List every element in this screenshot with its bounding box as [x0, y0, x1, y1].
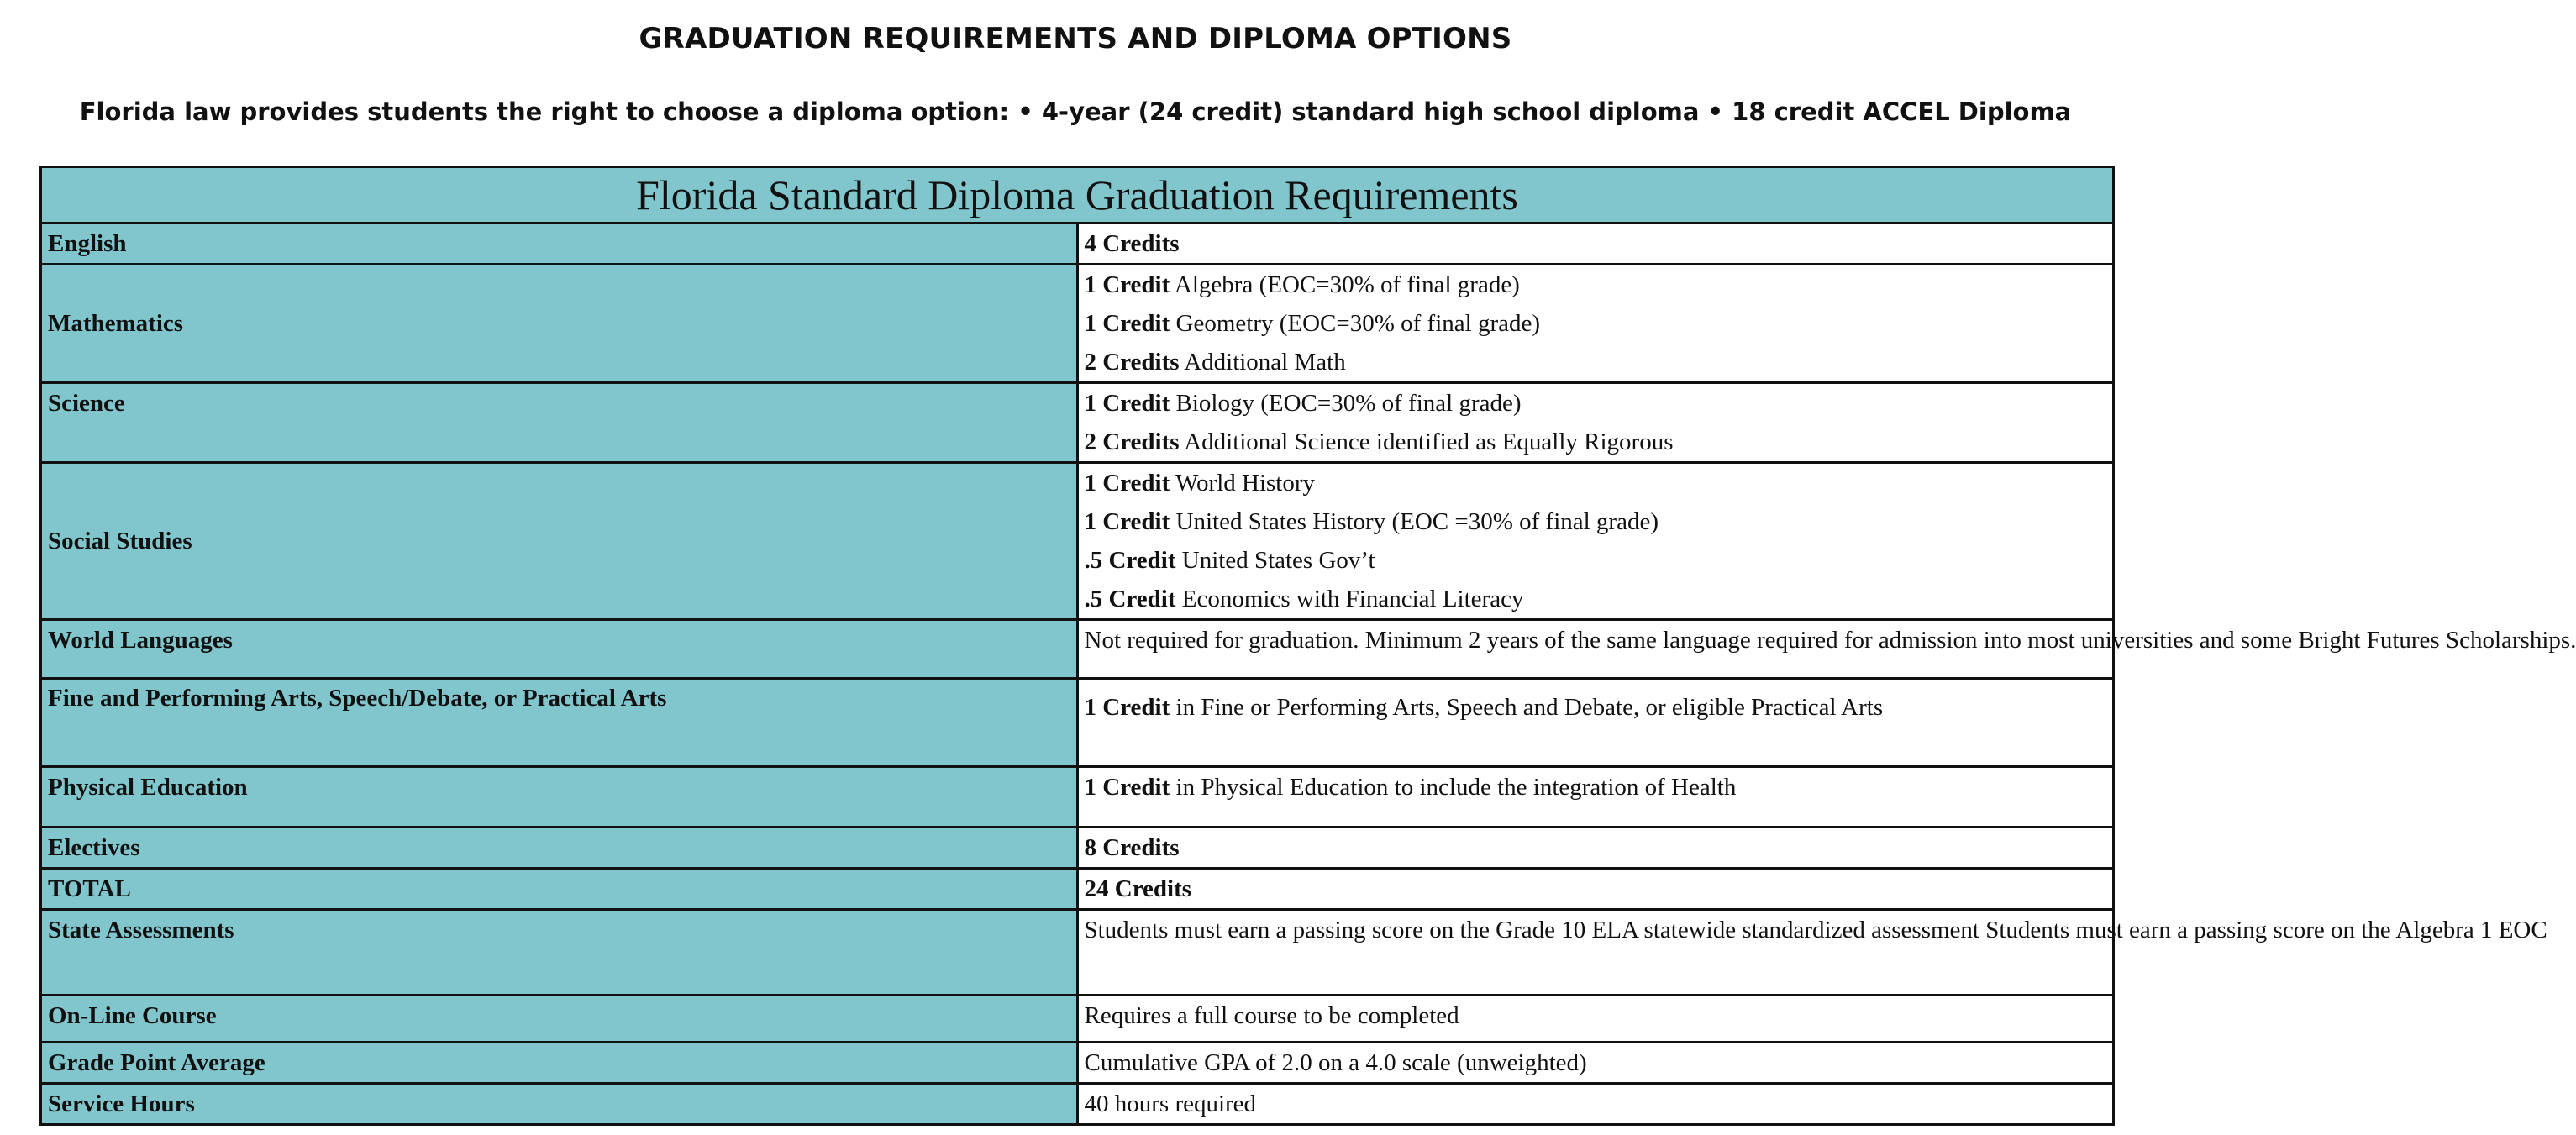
- credit-amount: .5 Credit: [1084, 547, 1176, 574]
- row-label-science: Science: [41, 383, 1078, 463]
- requirement-text: Cumulative GPA of 2.0 on a 4.0 scale (unweighted): [1084, 1049, 1587, 1076]
- requirement-text: Requires a full course to be completed: [1084, 1002, 1459, 1029]
- requirement-line: [1085, 688, 2107, 727]
- credit-amount: 2 Credits: [1084, 349, 1180, 376]
- requirement-line: [1085, 384, 2107, 423]
- requirement-line: [1085, 343, 2107, 381]
- requirement-line: [1085, 304, 2107, 343]
- table-row: [41, 996, 2114, 1043]
- requirement-text: Not required for graduation. Minimum 2 years of the same language required for admission into most universities and some Bright Futures Scholarships.: [1084, 627, 2576, 654]
- credit-amount: 1 Credit: [1084, 390, 1170, 417]
- credit-amount: 24 Credits: [1084, 875, 1192, 902]
- requirement-text: in Fine or Performing Arts, Speech and Debate, or eligible Practical Arts: [1170, 694, 1884, 721]
- requirement-line: [1084, 621, 2576, 659]
- credit-amount: 1 Credit: [1084, 508, 1170, 535]
- requirement-line: [1085, 1085, 2107, 1123]
- credit-amount: 8 Credits: [1084, 834, 1180, 861]
- table-row: [41, 1043, 2114, 1084]
- table-row: [41, 869, 2114, 910]
- credit-amount: 1 Credit: [1084, 694, 1170, 721]
- table-row: [41, 679, 2114, 767]
- requirement-text: Students must earn a passing score on the Grade 10 ELA statewide standardized assessment Students must earn a passing score on the Algebra 1 EOC: [1084, 917, 2547, 943]
- row-label-fine-arts: [41, 679, 1078, 767]
- requirement-text: Biology (EOC=30% of final grade): [1170, 390, 1522, 417]
- requirement-text: United States History (EOC =30% of final grade): [1170, 508, 1659, 535]
- requirement-line: [1085, 423, 2107, 461]
- requirement-line: [1084, 911, 2547, 949]
- row-label-total: TOTAL: [41, 869, 1078, 910]
- requirement-text: United States Gov’t: [1175, 547, 1375, 574]
- requirement-text: Additional Math: [1179, 349, 1346, 376]
- row-value-state-assessments: [1077, 910, 2547, 996]
- table-row: [41, 910, 2114, 996]
- requirement-text: World History: [1170, 470, 1316, 497]
- row-label-mathematics: Mathematics: [41, 265, 1078, 383]
- requirement-text: Additional Science identified as Equally Rigorous: [1179, 428, 1674, 455]
- page-title: GRADUATION REQUIREMENTS AND DIPLOMA OPTIONS: [639, 22, 1512, 55]
- requirement-text: in Physical Education to include the integration of Health: [1170, 774, 1737, 801]
- table-heading: Florida Standard Diploma Graduation Requirements: [41, 167, 2114, 223]
- row-value-mathematics: [1077, 265, 2114, 383]
- row-value-physical-education: [1077, 767, 2114, 828]
- row-label-state-assessments: State Assessments: [41, 910, 1078, 996]
- row-label-electives: Electives: [41, 828, 1078, 869]
- requirement-line: [1085, 224, 2107, 263]
- credit-amount: .5 Credit: [1084, 586, 1176, 612]
- table-row: [41, 265, 2114, 383]
- row-label-social-studies: Social Studies: [41, 463, 1078, 620]
- table-row: [41, 828, 2114, 869]
- requirement-line: [1085, 464, 2107, 502]
- row-label-service-hours: Service Hours: [41, 1084, 1078, 1125]
- table-row: [41, 1084, 2114, 1125]
- requirement-line: [1085, 1043, 2107, 1082]
- page-subtitle: Florida law provides students the right to choose a diploma option: • 4-year (24 credit) standard high school diploma • 18 credit ACCEL Diploma: [79, 97, 2072, 126]
- requirement-line: [1085, 541, 2107, 580]
- row-label-online-course: On-Line Course: [41, 996, 1078, 1043]
- table-row: [41, 463, 2114, 620]
- row-label-english: English: [41, 223, 1078, 265]
- fine-arts-label-text: Fine and Performing Arts, Speech/Debate, or Practical Arts: [48, 685, 667, 712]
- row-value-total: [1077, 869, 2114, 910]
- credit-amount: 1 Credit: [1084, 271, 1170, 298]
- table-row: [41, 383, 2114, 463]
- row-value-fine-arts: [1077, 679, 2114, 767]
- row-value-gpa: [1077, 1043, 2114, 1084]
- requirement-line: [1085, 828, 2107, 867]
- requirement-text: 40 hours required: [1084, 1090, 1257, 1117]
- row-value-electives: [1077, 828, 2114, 869]
- credit-amount: 1 Credit: [1084, 470, 1170, 497]
- table-heading-row: [41, 167, 2114, 223]
- requirement-line: [1085, 870, 2107, 908]
- requirement-line: [1085, 768, 2107, 807]
- credit-amount: 1 Credit: [1084, 774, 1170, 801]
- row-value-online-course: [1077, 996, 2114, 1043]
- requirements-table: [39, 166, 2576, 1126]
- row-label-world-languages: World Languages: [41, 620, 1078, 679]
- credit-amount: 1 Credit: [1084, 310, 1170, 337]
- row-value-service-hours: [1077, 1084, 2114, 1125]
- table-row: [41, 767, 2114, 828]
- row-value-social-studies: [1077, 463, 2114, 620]
- row-value-world-languages: [1077, 620, 2576, 679]
- credit-amount: 2 Credits: [1084, 428, 1180, 455]
- requirement-line: [1085, 996, 2107, 1035]
- requirement-line: [1085, 580, 2107, 618]
- row-label-physical-education: Physical Education: [41, 767, 1078, 828]
- row-value-english: [1077, 223, 2114, 265]
- requirement-text: Economics with Financial Literacy: [1175, 586, 1524, 612]
- table-row: [41, 223, 2114, 265]
- credit-amount: 4 Credits: [1084, 230, 1180, 257]
- requirement-text: Algebra (EOC=30% of final grade): [1170, 271, 1520, 298]
- row-label-gpa: Grade Point Average: [41, 1043, 1078, 1084]
- requirement-text: Geometry (EOC=30% of final grade): [1170, 310, 1541, 337]
- requirement-line: [1085, 265, 2107, 304]
- row-value-science: [1077, 383, 2114, 463]
- requirement-line: [1085, 502, 2107, 541]
- table-row: [41, 620, 2114, 679]
